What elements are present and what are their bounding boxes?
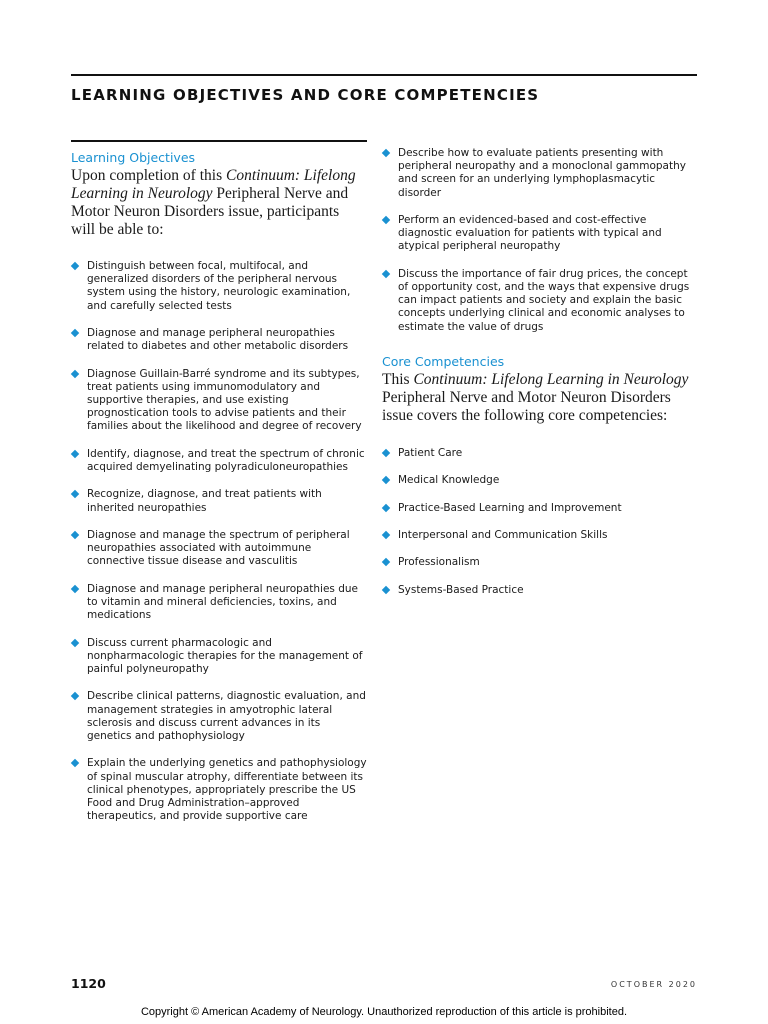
- diamond-bullet-icon: [382, 586, 390, 594]
- diamond-bullet-icon: [71, 759, 79, 767]
- copyright-notice: Copyright © American Academy of Neurology. Unauthorized reproduction of this article is prohibited.: [140, 1006, 628, 1018]
- learning-objectives-list-continued: [382, 147, 700, 334]
- intro-publication-title: Continuum: Lifelong Learning in Neurology: [413, 370, 689, 388]
- page-title: LEARNING OBJECTIVES AND CORE COMPETENCIES: [71, 86, 540, 104]
- list-item-text: Perform an evidenced-based and cost-effective diagnostic evaluation for patients with typical and atypical peripheral neuropathy: [398, 214, 662, 253]
- diamond-bullet-icon: [71, 638, 79, 646]
- diamond-bullet-icon: [382, 558, 390, 566]
- list-item-text: Interpersonal and Communication Skills: [398, 528, 608, 541]
- list-item-text: Describe how to evaluate patients presenting with peripheral neuropathy and a monoclonal gammopathy and screen for an underlying lymphoplasmacytic disorder: [398, 147, 686, 199]
- diamond-bullet-icon: [71, 329, 79, 337]
- intro-text-start: This: [382, 370, 414, 388]
- intro-publication-title: Continuum: Lifelong Learning in Neurology: [71, 167, 356, 202]
- section-rule: [71, 140, 367, 142]
- list-item: [382, 556, 700, 569]
- left-column: [71, 150, 367, 838]
- list-item: [382, 584, 700, 597]
- diamond-bullet-icon: [382, 270, 390, 278]
- list-item: [382, 147, 700, 200]
- list-item-text: Describe clinical patterns, diagnostic evaluation, and management strategies in amyotrophic lateral sclerosis and discuss current advances in its genetics and pathophysiology: [87, 690, 366, 742]
- list-item-text: Distinguish between focal, multifocal, and generalized disorders of the peripheral nervous system using the history, neurologic examination, and carefully selected tests: [87, 260, 351, 312]
- list-item: [71, 488, 367, 514]
- core-competencies-intro: [382, 371, 700, 425]
- list-item: [71, 757, 367, 823]
- list-item-text: Recognize, diagnose, and treat patients with inherited neuropathies: [87, 488, 322, 514]
- list-item-text: Explain the underlying genetics and pathophysiology of spinal muscular atrophy, differentiate between its clinical phenotypes, appropriately prescribe the US Food and Drug Administration–approved therapeutics, and provide supportive care: [87, 757, 367, 823]
- list-item-text: Discuss the importance of fair drug prices, the concept of opportunity cost, and the ways that expensive drugs can impact patients and society and explain the basic concepts underlying clinical and economic analyses to estimate the value of drugs: [398, 267, 690, 333]
- diamond-bullet-icon: [71, 585, 79, 593]
- top-rule: [71, 74, 697, 76]
- list-item-text: Identify, diagnose, and treat the spectrum of chronic acquired demyelinating polyradiculoneuropathies: [87, 447, 365, 473]
- list-item: [71, 637, 367, 677]
- list-item-text: Practice-Based Learning and Improvement: [398, 501, 622, 514]
- intro-text-start: Upon completion of this: [71, 167, 226, 184]
- diamond-bullet-icon: [71, 531, 79, 539]
- list-item-text: Systems-Based Practice: [398, 583, 524, 596]
- page-number: 1120: [71, 976, 106, 991]
- intro-text-end: Peripheral Nerve and Motor Neuron Disorders issue, participants will be able to:: [71, 185, 349, 238]
- list-item-text: Diagnose Guillain-Barré syndrome and its subtypes, treat patients using immunomodulatory and supportive therapies, and use existing prognostication tools to advise patients and their families about the likelihood and degree of recovery: [87, 367, 362, 433]
- diamond-bullet-icon: [382, 149, 390, 157]
- diamond-bullet-icon: [71, 490, 79, 498]
- list-item-text: Discuss current pharmacologic and nonpharmacologic therapies for the management of painful polyneuropathy: [87, 636, 363, 675]
- diamond-bullet-icon: [71, 450, 79, 458]
- list-item: [382, 529, 700, 542]
- list-item-text: Medical Knowledge: [398, 474, 500, 487]
- list-item: [71, 368, 367, 434]
- list-item: [71, 448, 367, 474]
- learning-objectives-intro: [71, 167, 367, 239]
- diamond-bullet-icon: [382, 531, 390, 539]
- diamond-bullet-icon: [71, 692, 79, 700]
- diamond-bullet-icon: [382, 503, 390, 511]
- list-item: [71, 327, 367, 353]
- issue-date: OCTOBER 2020: [610, 980, 697, 989]
- list-item: [382, 268, 700, 334]
- learning-objectives-list: [71, 260, 367, 823]
- right-column: [382, 147, 700, 611]
- list-item: [382, 502, 700, 515]
- list-item: [382, 447, 700, 460]
- list-item-text: Diagnose and manage peripheral neuropathies related to diabetes and other metabolic disorders: [87, 327, 349, 353]
- learning-objectives-heading: Learning Objectives: [71, 150, 196, 165]
- diamond-bullet-icon: [382, 216, 390, 224]
- list-item-text: Patient Care: [398, 446, 463, 459]
- core-competencies-heading: Core Competencies: [382, 353, 505, 369]
- list-item: [382, 474, 700, 487]
- diamond-bullet-icon: [382, 476, 390, 484]
- list-item-text: Diagnose and manage the spectrum of peripheral neuropathies associated with autoimmune connective tissue disease and vasculitis: [87, 528, 350, 568]
- diamond-bullet-icon: [382, 449, 390, 457]
- list-item: [71, 690, 367, 743]
- list-item: [71, 529, 367, 569]
- list-item: [71, 260, 367, 313]
- diamond-bullet-icon: [71, 369, 79, 377]
- list-item: [382, 214, 700, 254]
- diamond-bullet-icon: [71, 262, 79, 270]
- intro-text-end: Peripheral Nerve and Motor Neuron Disorders issue covers the following core competencies:: [382, 388, 671, 424]
- list-item-text: Diagnose and manage peripheral neuropathies due to vitamin and mineral deficiencies, toxins, and medications: [87, 582, 359, 622]
- list-item-text: Professionalism: [398, 556, 480, 569]
- core-competencies-list: [382, 447, 700, 597]
- list-item: [71, 583, 367, 623]
